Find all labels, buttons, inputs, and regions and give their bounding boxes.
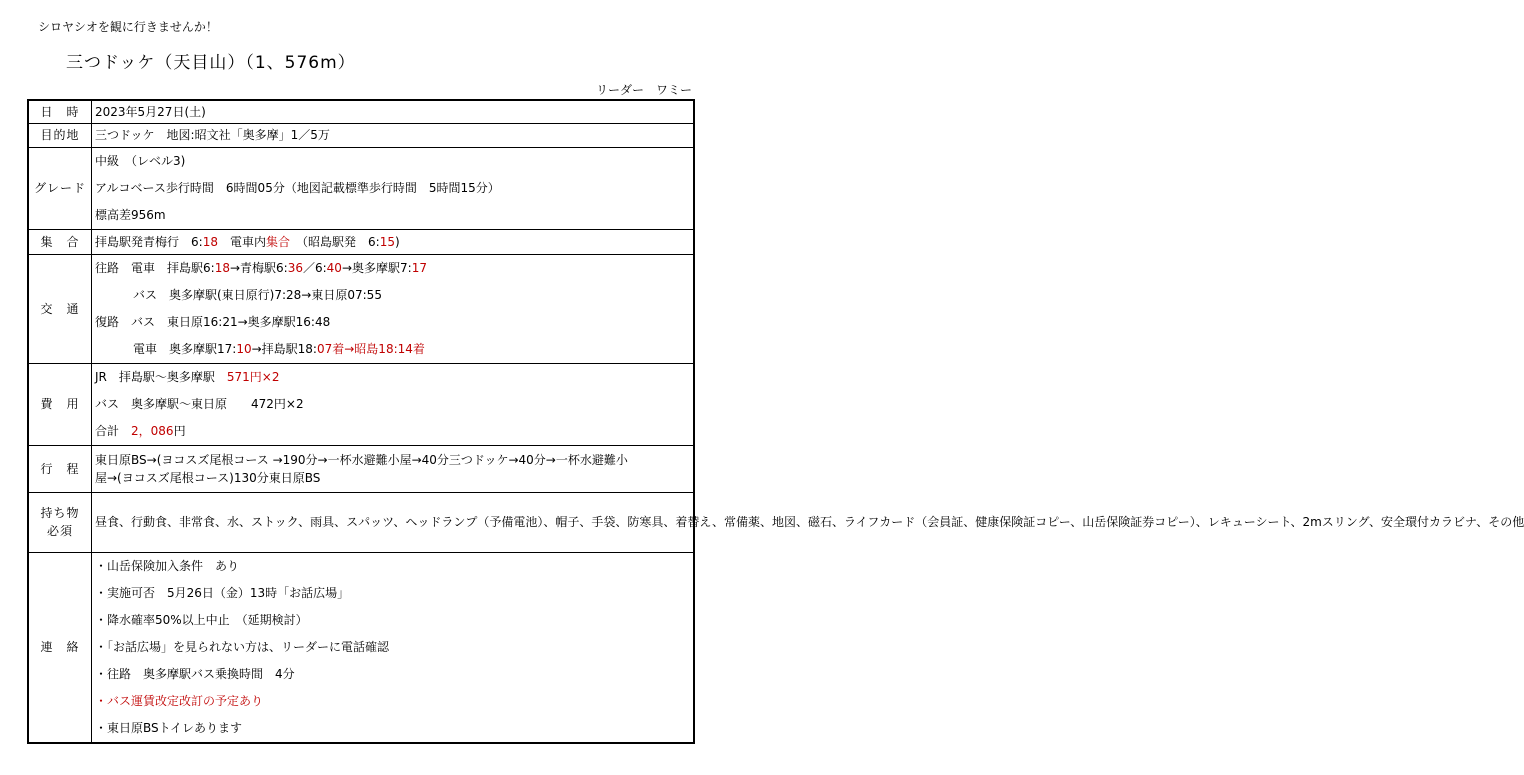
contact-note: ・山岳保険加入条件 あり [95,558,240,573]
row-itinerary [28,445,694,492]
outbound-train-time-1: 18 [214,260,230,275]
row-destination [28,123,694,147]
page-title: 三つドッケ（天目山）（1、576m） [66,53,356,73]
items-value: 昼食、行動食、非常食、水、ストック、雨具、スパッツ、ヘッドランプ（予備電池）、帽子、手袋、防寒具、着替え、常備薬、地図、磁石、ライフカード（会員証、健康保険証コピー、山岳保険証券コピー）、レキューシート、2mスリング、安全環付カラビナ、その他 [92,492,695,552]
return-train-text-2: →拝島駅18: [251,341,317,356]
row-items [28,492,694,552]
meeting-label: 集 合 [28,229,92,254]
return-train-text-1: 電車 奥多摩駅17: [133,341,237,356]
itinerary-label: 行 程 [28,445,92,492]
cost-label: 費 用 [28,363,92,445]
cost-value [92,363,695,445]
outbound-train-time-4: 17 [411,260,427,275]
outbound-bus: バス 奥多摩駅(東日原行)7:28→東日原07:55 [133,287,382,302]
cost-total [95,418,693,445]
grade-level: 中級 （レベル3) [95,153,186,168]
row-transport [28,254,694,363]
grade-walk-time: アルコベース歩行時間 6時間05分（地図記載標準歩行時間 5時間15分） [95,180,500,195]
row-meeting [28,229,694,254]
meeting-time-2: 15 [379,234,395,249]
row-date [28,100,694,123]
row-contact [28,552,694,743]
cost-jr-label: JR 拝島駅～奥多摩駅 [95,369,227,384]
contact-note: ・降水確率50%以上中止 （延期検討） [95,612,308,627]
cost-jr [95,364,693,391]
grade-elevation: 標高差956m [95,207,166,222]
intro-text: シロヤシオを観に行きませんか！ [38,20,218,34]
itinerary-value [92,445,695,492]
return-train [95,336,693,363]
outbound-train-time-2: 36 [287,260,303,275]
contact-note: ・「お話広場」を見られない方は、リーダーに電話確認 [95,639,390,654]
grade-label: グレード [28,147,92,229]
plan-table [27,99,1524,744]
outbound-train-text-3: ／6: [302,260,327,275]
items-label-1: 持ち物 [40,506,80,520]
grade-value [92,147,695,229]
meeting-time: 18 [202,234,218,249]
row-cost [28,363,694,445]
row-grade [28,147,694,229]
items-label [28,492,92,552]
leader-name: リーダー ワミー [595,83,692,97]
contact-note: ・往路 奥多摩駅バス乗換時間 4分 [95,666,295,681]
transport-label: 交 通 [28,254,92,363]
date-label: 日 時 [28,100,92,123]
return-train-arrival: 07着→昭島18:14着 [316,341,425,356]
meeting-place: 集合 [265,234,290,249]
date-value: 2023年5月27日(土) [92,100,695,123]
outbound-train-text-1: 往路 電車 拝島駅6: [95,260,215,275]
outbound-train-text-4: →奥多摩駅7: [341,260,412,275]
cost-total-label: 合計 [95,423,132,438]
meeting-text-4: ) [394,234,400,249]
meeting-text-1: 拝島駅発青梅行 6: [95,234,203,249]
itinerary-line-2: 屋→(ヨコスズ尾根コース)130分東日原BS [95,470,321,485]
cost-jr-amount: 571円×2 [226,369,280,384]
cost-bus: バス 奥多摩駅～東日原 472円×2 [95,396,304,411]
transport-value [92,254,695,363]
cost-total-unit: 円 [173,423,186,438]
itinerary-line-1: 東日原BS→(ヨコスズ尾根コース →190分→一杯水避難小屋→40分三つドッケ→40分→一杯水避難小 [95,452,628,467]
outbound-train [95,255,693,282]
contact-note: ・東日原BSトイレあります [95,720,243,735]
contact-note-fare-revision: ・バス運賃改定改訂の予定あり [95,693,264,708]
outbound-train-text-2: →青梅駅6: [229,260,288,275]
contact-note: ・実施可否 5月26日（金）13時「お話広場」 [95,585,350,600]
destination-label: 目的地 [28,123,92,147]
return-bus: 復路 バス 東日原16:21→奥多摩駅16:48 [95,314,331,329]
return-train-time-1: 10 [236,341,252,356]
contact-value [92,552,695,743]
meeting-text-3: （昭島駅発 6: [290,234,380,249]
items-label-2: 必須 [46,524,73,538]
contact-label: 連 絡 [28,552,92,743]
meeting-value [92,229,695,254]
outbound-train-time-3: 40 [326,260,342,275]
destination-value: 三つドッケ 地図:昭文社「奥多摩」1／5万 [92,123,695,147]
cost-total-amount: 2，086 [131,423,174,438]
meeting-text-2: 電車内 [217,234,266,249]
